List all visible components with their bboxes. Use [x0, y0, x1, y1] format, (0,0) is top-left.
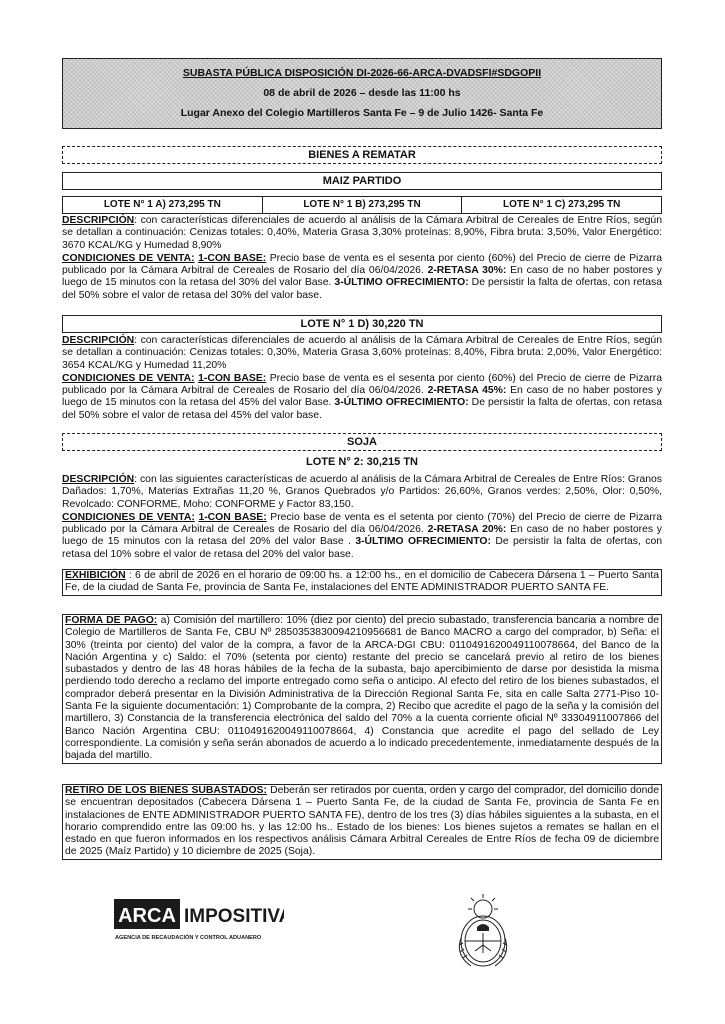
lote2-description: DESCRIPCIÓN: con las siguientes características de acuerdo al análisis de la Cámara Arbitral de Cereales de Entre Ríos: Granos Dañados: 1,70%, Materias Extrañas 11,20 %, Granos Quebrados y/o Partidos: 26,60%, Granos verdes: 2,50%, Olor: 0,50%, Revolcado: CONFORME, Moho: CONFORME y Factor 83,150.	[62, 474, 662, 510]
arca-impositiva-logo	[114, 897, 284, 952]
lote1d-section	[62, 335, 662, 422]
lote1abc-section	[62, 215, 662, 302]
lote1d-description: DESCRIPCIÓN: con características diferenciales de acuerdo al análisis de la Cámara Arbitral de Cereales de Entre Ríos, según se detallan a continuación: Cenizas totales: 0,30%, Materia Grasa 3,60% proteínas: 8,40%, Fibra bruta: 2,00%, Valor Energético: 3654 KCAL/KG y Humedad 11,20%	[62, 335, 662, 371]
maiz-title: MAIZ PARTIDO	[62, 172, 662, 190]
lote2-title: LOTE N° 2: 30,215 TN	[306, 456, 418, 468]
bienes-title: BIENES A REMATAR	[62, 146, 662, 164]
soja-title: SOJA	[62, 433, 662, 451]
arca-logo-graphic	[114, 897, 284, 952]
lot-1c: LOTE N° 1 C) 273,295 TN	[502, 199, 621, 210]
shield-seal-icon	[447, 893, 519, 973]
logo-arca-text: ARCA	[118, 905, 176, 927]
lote1abc-conditions: CONDICIONES DE VENTA: 1-CON BASE: Precio base de venta es el sesenta por ciento (60%) del Precio de cierre de Pizarra publicado por la Cámara Arbitral de Cereales de Rosario del día 06/04/2026. 2-RETASA 30%: En caso de no haber postores y luego de 15 minutos con la retasa del 30% del valor Base. 3-ÚLTIMO OFRECIMIENTO: De persistir la falta de ofertas, con retasa del 50% sobre el valor de retasa del 30% del valor base.	[62, 252, 663, 301]
lote2-conditions: CONDICIONES DE VENTA: 1-CON BASE: Precio base de venta es el setenta por ciento (70%) del Precio de cierre de Pizarra publicado por la Cámara Arbitral de Cereales de Rosario del día 06/04/2026. 2-RETASA 20%: En caso de no haber postores y luego de 15 minutos con la retasa del 20% del valor Base . 3-ÚLTIMO OFRECIMIENTO: De persistir la falta de ofertas, con retasa del 10% sobre el valor de retasa del 20% del valor base.	[62, 511, 663, 560]
national-seal	[447, 893, 519, 973]
lote2-section	[62, 474, 662, 561]
forma-de-pago-section: FORMA DE PAGO: a) Comisión del martillero: 10% (diez por ciento) del precio subastado, transferencia bancaria a nombre de Colegio de Martilleros de Santa Fe, CBU Nº 2850353830094210956681 de Banco MACRO a cargo del comprador, b) Seña: el 30% (treinta por ciento) del valor de la compra, a favor de la ARCA-DGI CBU: 0110491620049110078664, del Banco de la Nación Argentina y c) Saldo: el 70% (setenta por ciento) restante del precio se cancelará previo al retiro de los bienes subastados y dentro de las 48 horas hábiles de la fecha de la subasta, bajo apercibimiento de darse por desistida la misma perdiendo todo derecho a reclamo del importe entregado como seña o anticipo. Al efecto del retiro de los bienes subastados, el comprador deberá presentar en la División Administrativa de la Dirección Regional Santa Fe, sita en calle Salta 2771-Piso 10-Santa Fe la siguiente documentación: 1) Comprobante de la compra, 2) Recibo que acredite el pago de la seña y la comisión del martillero, 3) Constancia de la transferencia electrónica del saldo del 70% a la cuenta corriente oficial Nº 33304911007866 del Banco Nación Argentina CBU: 0110491620049110078664, 4) Constancia que acredite el pago del sellado de Ley correspondiente. La comisión y seña serán abonados de acuerdo a lo indicado precedentemente, inmediatamente después de la bajada del martillo.	[62, 614, 662, 764]
header-title: SUBASTA PÚBLICA DISPOSICIÓN DI-2026-66-ARCA-DVADSFI#SDGOPII	[182, 67, 542, 79]
lot-1b: LOTE N° 1 B) 273,295 TN	[263, 197, 463, 213]
auction-header	[62, 58, 662, 129]
logo-tagline: AGENCIA DE RECAUDACIÓN Y CONTROL ADUANERO	[115, 935, 262, 941]
lots-row	[62, 196, 662, 214]
lote1abc-description: DESCRIPCIÓN: con características diferenciales de acuerdo al análisis de la Cámara Arbitral de Cereales de Entre Ríos, según se detallan a continuación: Cenizas totales: 0,40%, Materia Grasa 3,30% proteínas: 8,90%, Fibra bruta: 3,50%, Valor Energético: 3670 KCAL/KG y Humedad 8,90%	[62, 215, 662, 251]
logo-impositiva-text: IMPOSITIVA	[184, 906, 284, 927]
exhibicion-section: EXHIBICIÓN : 6 de abril de 2026 en el horario de 09:00 hs. a 12:00 hs., en el domicilio de Cabecera Dársena 1 – Puerto Santa Fe, de la ciudad de Santa Fe, provincia de Santa Fe, instalaciones del ENTE ADMINISTRADOR PUERTO SANTA FE.	[62, 569, 662, 596]
lote1d-title: LOTE N° 1 D) 30,220 TN	[62, 315, 662, 333]
retiro-section: RETIRO DE LOS BIENES SUBASTADOS: Deberán ser retirados por cuenta, orden y cargo del comprador, del domicilio donde se encuentran depositados (Cabecera Dársena 1 – Puerto Santa Fe, de la ciudad de Santa Fe, provincia de Santa Fe en instalaciones de ENTE ADMINISTRADOR PUERTO SANTA FE), dentro de los tres (3) días hábiles siguientes a la subasta, en el horario comprendido entre las 09:00 hs. y las 12:00 hs.. Estado de los bienes: Los bienes sujetos a remates se hallan en el estado en que fueron informados en los respectivos análisis Cámara Arbitral Cereales de Entre Ríos de fecha 09 de diciembre de 2025 (Maíz Partido) y 10 diciembre de 2025 (Soja).	[62, 784, 662, 860]
lot-1a: LOTE N° 1 A) 273,295 TN	[63, 197, 263, 213]
lote1d-conditions: CONDICIONES DE VENTA: 1-CON BASE: Precio base de venta es el sesenta por ciento (60%) del Precio de cierre de Pizarra publicado por la Cámara Arbitral de Cereales de Rosario del día 06/04/2026. 2-RETASA 45%: En caso de no haber postores y luego de 15 minutos con la retasa del 45% del valor Base. 3-ÚLTIMO OFRECIMIENTO: De persistir la falta de ofertas, con retasa del 50% sobre el valor de retasa del 45% del valor base.	[62, 372, 663, 421]
header-date: 08 de abril de 2026 – desde las 11:00 hs	[263, 87, 461, 99]
header-location: Lugar Anexo del Colegio Martilleros Santa Fe – 9 de Julio 1426- Santa Fe	[180, 107, 544, 119]
